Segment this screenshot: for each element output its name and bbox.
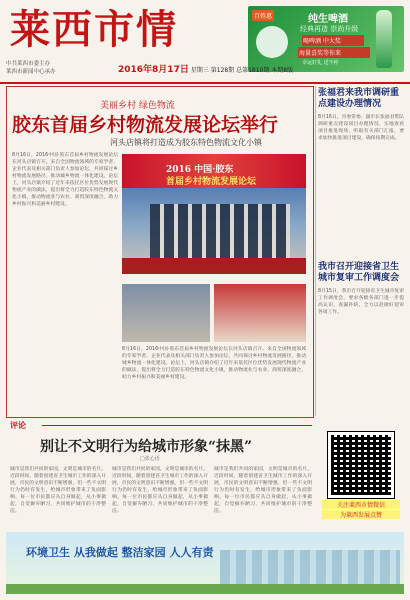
- forum-banner-line-1: 2016 中国·胶东: [166, 165, 234, 175]
- ad-slogan: 经典再造 崇尚升级: [300, 25, 359, 33]
- side-headline-1[interactable]: 张福君来我市调研重点建设办理情况: [318, 88, 400, 109]
- side-headline-2[interactable]: 我市召开迎接省卫生城市复审工作调度会: [318, 262, 400, 283]
- masthead-sponsor: 中共莱西市委主办: [6, 61, 51, 67]
- commentary-body-col-3: 城市是我们共同的家园，文明是城市的名片。近段时间，随着创建省卫生城市工作的深入开展，市民的文明意识不断增强，但一些不文明行为仍时有发生，给城市形象带来了负面影响。每一位市民都应从自身做起，从小事做起，自觉摒弃陋习，共同维护城市的干净整洁。: [214, 467, 312, 514]
- ad-logo-icon: [256, 26, 288, 58]
- bottom-slogan: 环境卫生 从我做起 整洁家园 人人有责: [26, 546, 214, 559]
- qr-caption-1: 关注莱西市情微信: [322, 500, 400, 509]
- ad-line-2: 海量喜奖等你来: [298, 47, 370, 58]
- masthead-datebar: [118, 62, 293, 75]
- masthead-divider: [0, 82, 410, 84]
- exhibition-photo[interactable]: [214, 284, 306, 342]
- issue-date: 2016年8月17日: [118, 65, 189, 75]
- lead-headline[interactable]: 胶东首届乡村物流发展论坛举行: [12, 114, 279, 136]
- photo-stage: [122, 258, 306, 274]
- commentary-body-col-1: 城市是我们共同的家园，文明是城市的名片。近段时间，随着创建省卫生城市工作的深入开展，市民的文明意识不断增强，但一些不文明行为仍时有发生，给城市形象带来了负面影响。每一位市民都应从自身做起，从小事做起，自觉摒弃陋习，共同维护城市的干净整洁。: [10, 467, 106, 514]
- issue-number: 第128期: [210, 67, 235, 74]
- commentary-title[interactable]: 别让不文明行为给城市形象“抹黑”: [40, 439, 253, 455]
- ad-line-1: 喝啤酒 中大奖: [302, 35, 364, 46]
- masthead-title: 莱西市情: [10, 6, 178, 53]
- forum-banner-line-2: 首届乡村物流发展论坛: [166, 177, 257, 187]
- beer-bottle-icon: [376, 10, 392, 68]
- lead-body-text: 8月16日，2016中国·胶东首届乡村物流发展论坛在河头店镇召开。来自全国物流领域的专家学者、企业代表及相关部门负责人参加论坛，共同探讨乡村物流发展路径，推动城乡物流一体化建设。论坛上，河头店镇介绍了近年来依托区位优势发展现代物流产业的做法，提出将全力打造胶东特色物流文化小镇，推动物流业与农业、商贸深度融合，助力乡村振兴和美丽乡村建设。: [12, 153, 118, 207]
- issue-total: 总第1810期: [236, 67, 270, 74]
- lead-subhead: 河头店镇将打造成为胶东特色物流文化小镇: [110, 138, 262, 147]
- lead-kicker: 美丽乡村 绿色物流: [100, 101, 175, 111]
- commentary-author: □张心语: [140, 456, 160, 462]
- ad-brand: 纯生啤酒: [308, 14, 348, 25]
- wechat-qr-code-icon[interactable]: [328, 432, 394, 498]
- lead-photo[interactable]: [122, 154, 306, 274]
- side-body-1: 8月16日，市委常委、副市长张福君带队调研重点建设项目办理情况，实地查看项目推进现场，听取有关部门汇报，要求加快推进项目建设，确保按期完成。: [318, 115, 404, 141]
- photo-attendees: [150, 204, 290, 260]
- ad-line-3: 幸运好礼 送不停: [302, 60, 339, 66]
- qr-caption-2: 为莱西发展点赞: [322, 510, 400, 519]
- grass-strip: [6, 584, 404, 594]
- masthead-publisher: 莱西市新闻中心承办: [6, 69, 56, 75]
- issue-day: 星期三: [190, 67, 209, 74]
- meeting-photo[interactable]: [122, 284, 210, 342]
- ad-badge: 百姓惠: [252, 10, 274, 21]
- commentary-section-label: 评论: [10, 421, 26, 430]
- issue-pages: 本期8版: [271, 67, 294, 74]
- lead-body-text-continued: 8月16日，2016中国·胶东首届乡村物流发展论坛在河头店镇召开。来自全国物流领域的专家学者、企业代表及相关部门负责人参加论坛，共同探讨乡村物流发展路径，推动城乡物流一体化建设。论坛上，河头店镇介绍了近年来依托区位优势发展现代物流产业的做法，提出将全力打造胶东特色物流文化小镇，推动物流业与农业、商贸深度融合，助力乡村振兴和美丽乡村建设。: [122, 347, 306, 380]
- side-body-2: 8月15日，我市召开迎接省卫生城市复审工作调度会，要求各级各部门进一步提高认识，查漏补缺，全力以赴做好迎审各项工作。: [318, 289, 404, 315]
- commentary-divider: [42, 425, 312, 426]
- commentary-body-col-2: 城市是我们共同的家园，文明是城市的名片。近段时间，随着创建省卫生城市工作的深入开展，市民的文明意识不断增强，但一些不文明行为仍时有发生，给城市形象带来了负面影响。每一位市民都应从自身做起，从小事做起，自觉摒弃陋习，共同维护城市的干净整洁。: [112, 467, 208, 514]
